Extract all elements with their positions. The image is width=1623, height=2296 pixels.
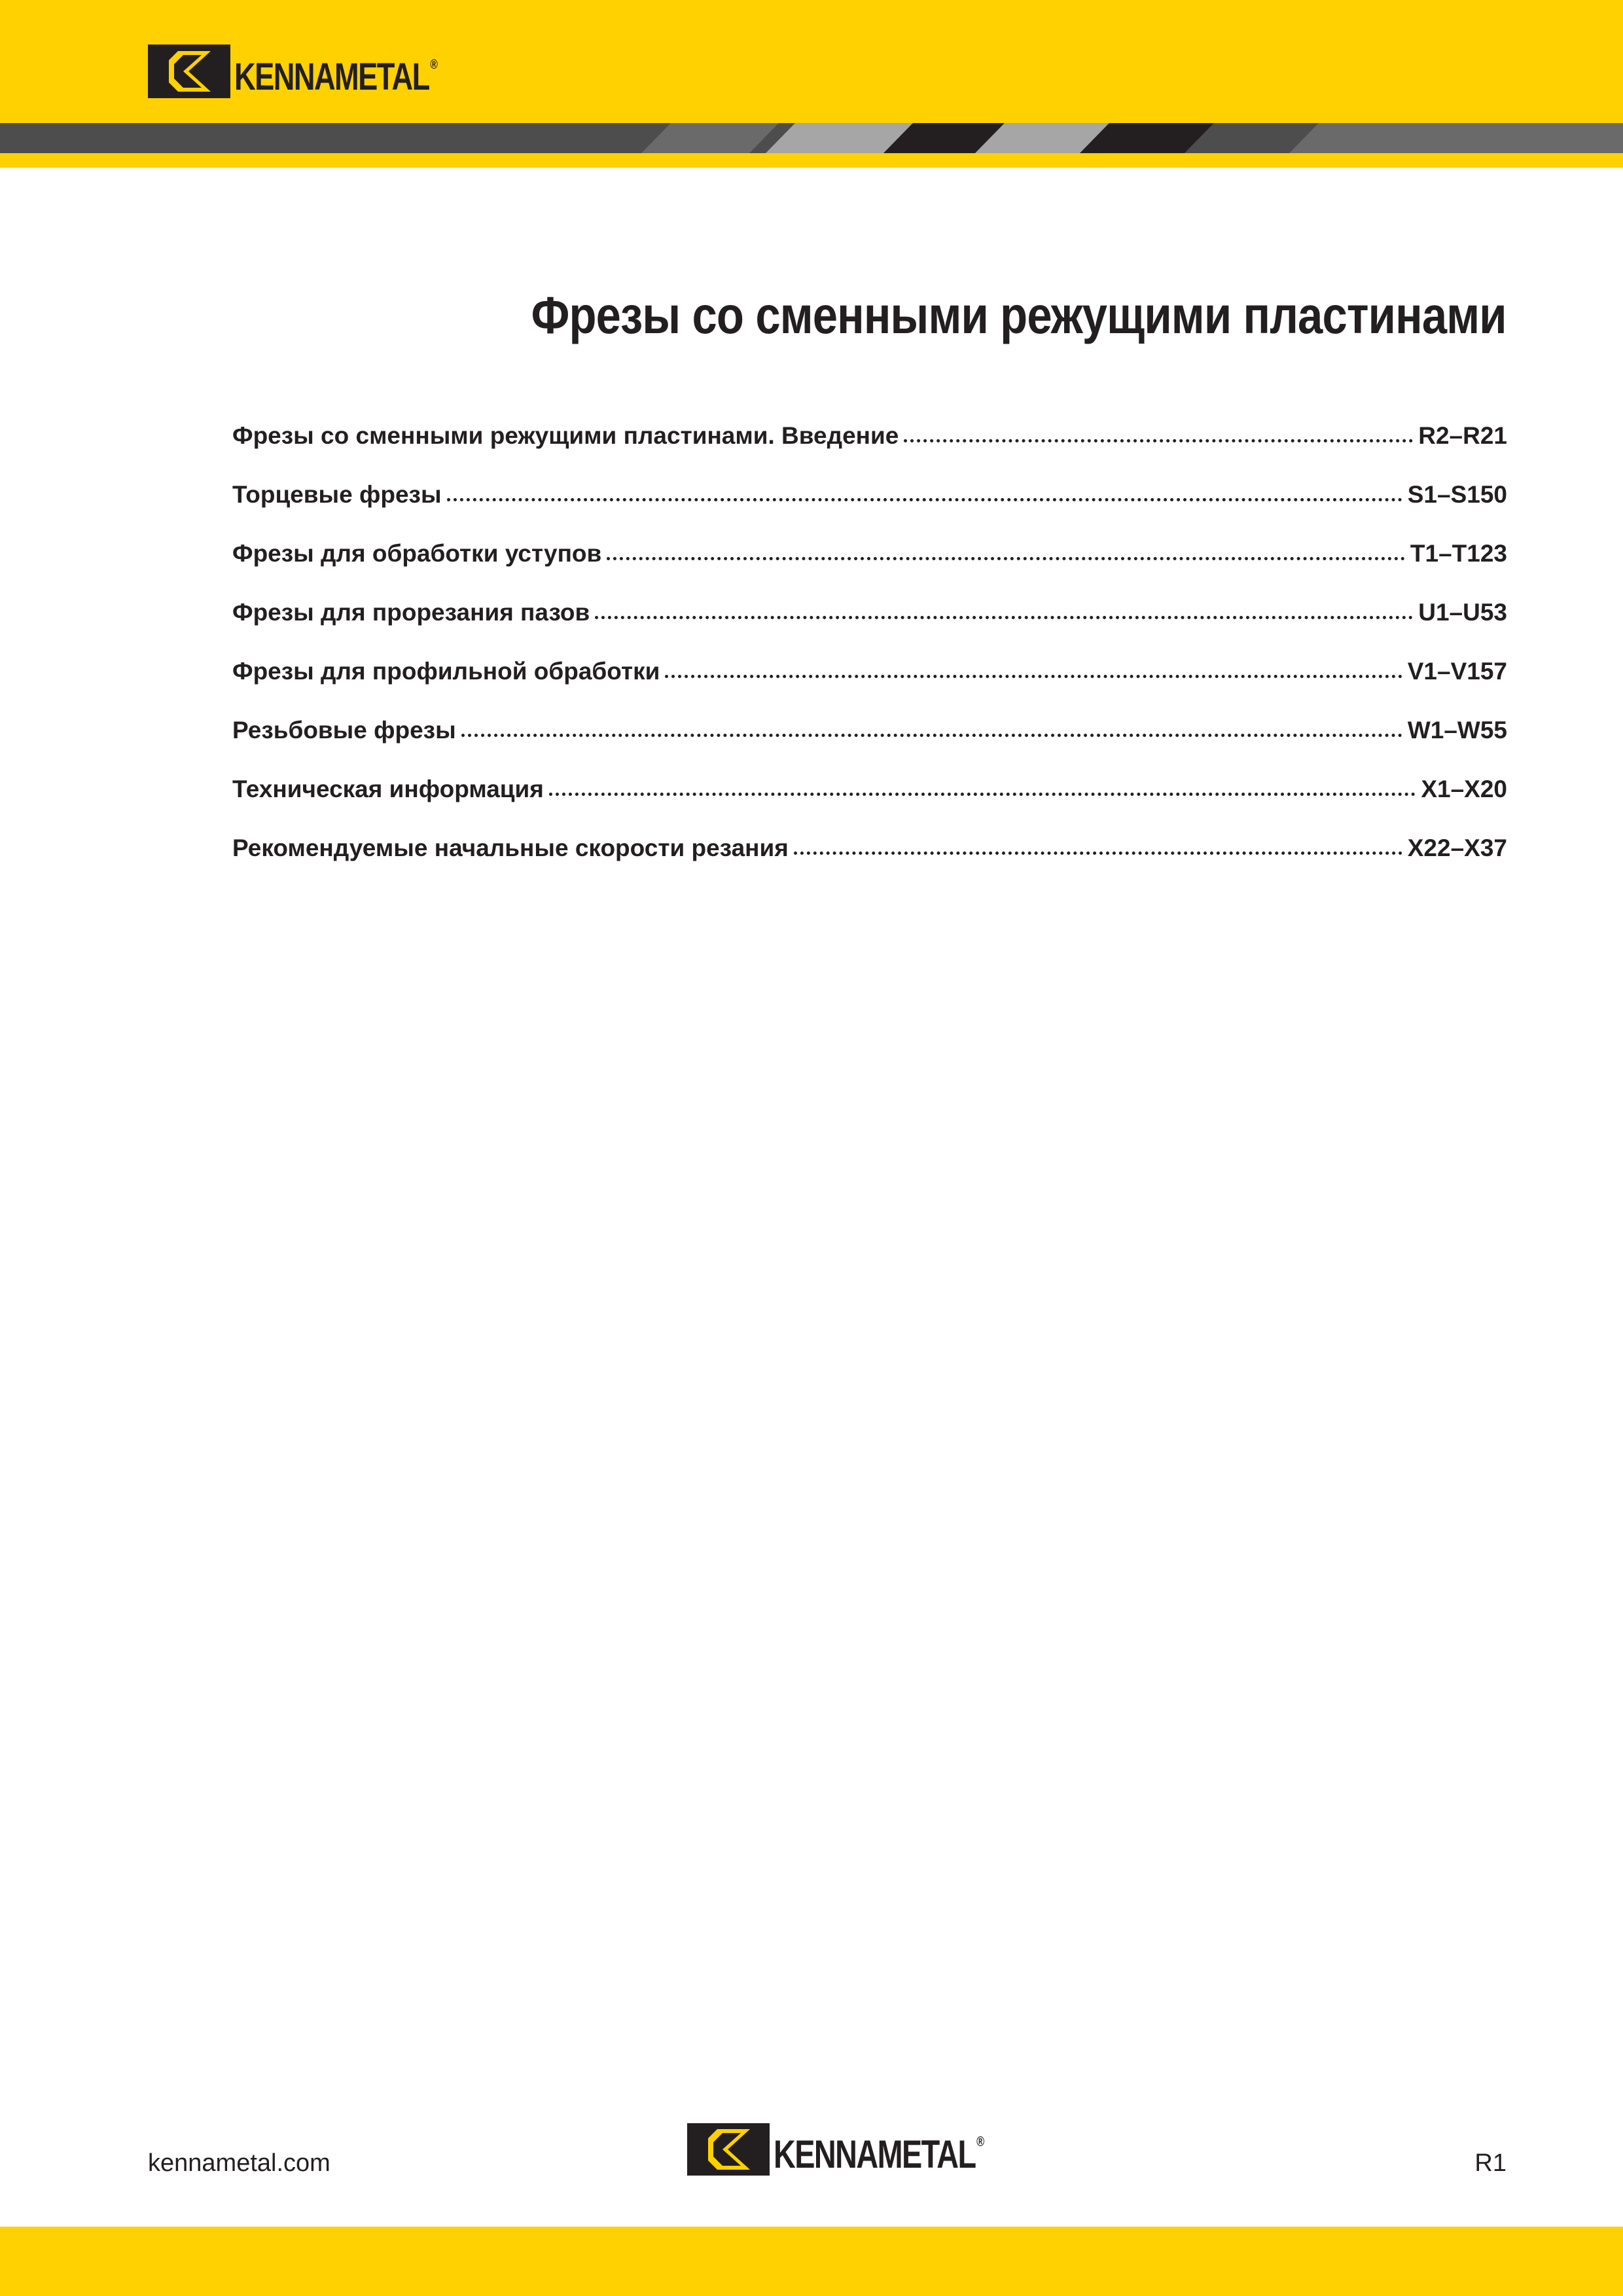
toc-row[interactable] (232, 540, 1507, 599)
kennametal-logo (148, 45, 494, 98)
toc-leader-dots (607, 557, 1405, 560)
footer-url-link[interactable]: kennametal.com (148, 2149, 330, 2177)
kennametal-k-icon (148, 45, 230, 98)
toc-row[interactable] (232, 658, 1507, 717)
toc-pages: X1–X20 (1421, 776, 1507, 802)
toc-row[interactable] (232, 481, 1507, 540)
toc-leader-dots (794, 852, 1402, 855)
kennametal-k-icon (687, 2123, 770, 2176)
page-number: R1 (1474, 2149, 1507, 2177)
toc-pages: U1–U53 (1418, 599, 1507, 626)
toc-pages: R2–R21 (1418, 422, 1507, 449)
toc-leader-dots (447, 498, 1402, 501)
toc-row[interactable] (232, 776, 1507, 834)
kennametal-logo-footer (687, 2123, 1043, 2176)
page-title: Фрезы со сменными режущими пластинами (531, 286, 1507, 344)
toc-leader-dots (595, 616, 1413, 619)
toc-label: Фрезы для прорезания пазов (232, 599, 590, 626)
toc-row[interactable] (232, 422, 1507, 481)
toc-pages: V1–V157 (1407, 658, 1507, 685)
toc-leader-dots (549, 793, 1416, 796)
toc-label: Резьбовые фрезы (232, 717, 456, 744)
toc-row[interactable] (232, 834, 1507, 893)
toc-label: Рекомендуемые начальные скорости резания (232, 834, 789, 861)
toc-pages: X22–X37 (1407, 834, 1507, 861)
kennametal-wordmark: KENNAMETAL® (234, 56, 437, 98)
toc-label: Фрезы для профильной обработки (232, 658, 660, 685)
toc-label: Фрезы для обработки уступов (232, 540, 602, 567)
footer-band (0, 2227, 1623, 2296)
header-stripe-bar (0, 123, 1623, 153)
toc-pages: S1–S150 (1407, 481, 1507, 508)
toc-row[interactable] (232, 599, 1507, 658)
toc-leader-dots (461, 734, 1402, 737)
toc-pages: T1–T123 (1410, 540, 1507, 567)
toc-label: Фрезы со сменными режущими пластинами. Введение (232, 422, 899, 449)
toc-pages: W1–W55 (1407, 717, 1507, 744)
toc-label: Техническая информация (232, 776, 544, 802)
toc-label: Торцевые фрезы (232, 481, 442, 508)
kennametal-wordmark: KENNAMETAL® (774, 2132, 984, 2176)
toc-row[interactable] (232, 717, 1507, 776)
toc-leader-dots (665, 675, 1402, 678)
table-of-contents (232, 422, 1507, 893)
toc-leader-dots (904, 439, 1413, 442)
